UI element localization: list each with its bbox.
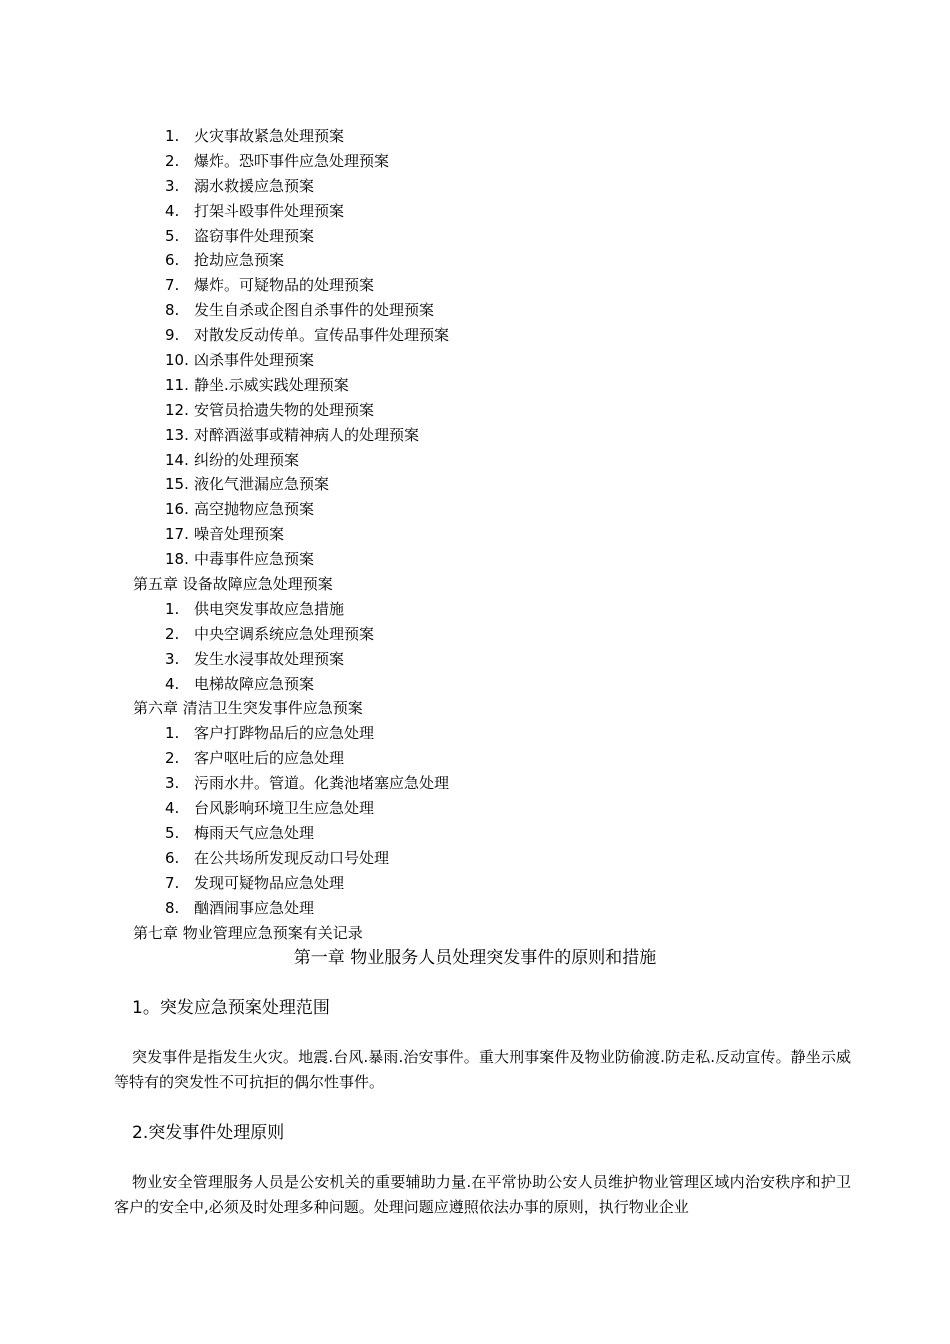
toc-item-number: 4. bbox=[165, 201, 180, 220]
toc-item-number: 14. bbox=[165, 450, 189, 469]
toc-item bbox=[0, 248, 950, 273]
toc-item bbox=[0, 224, 950, 249]
toc-item-number: 7. bbox=[165, 873, 180, 892]
toc-item bbox=[0, 647, 950, 672]
toc-item bbox=[0, 448, 950, 473]
toc-item-label: 凶杀事件处理预案 bbox=[194, 351, 315, 370]
toc-item-number: 4. bbox=[165, 674, 180, 693]
toc-item-number: 6. bbox=[165, 251, 180, 270]
toc-item-number: 7. bbox=[165, 276, 180, 295]
toc-item-number: 18. bbox=[165, 550, 189, 569]
toc-item-number: 15. bbox=[165, 475, 189, 494]
toc-item-label: 溺水救援应急预案 bbox=[194, 176, 315, 195]
toc-chapter bbox=[0, 696, 950, 721]
toc-item-label: 电梯故障应急预案 bbox=[194, 674, 315, 693]
toc-item-label: 火灾事故紧急处理预案 bbox=[194, 127, 345, 145]
toc-item-number: 5. bbox=[165, 823, 180, 842]
toc-item bbox=[0, 547, 950, 572]
toc-item-number: 9. bbox=[165, 326, 180, 345]
toc-item-number: 2. bbox=[165, 624, 180, 643]
toc-item-label: 台风影响环境卫生应急处理 bbox=[194, 799, 375, 818]
toc-item bbox=[0, 472, 950, 497]
toc-item-label: 梅雨天气应急处理 bbox=[194, 823, 315, 842]
toc-item bbox=[0, 149, 950, 174]
toc-item-number: 6. bbox=[165, 848, 180, 867]
toc-item-number: 12. bbox=[165, 400, 189, 419]
section-1-body: 突发事件是指发生火灾。地震.台风.暴雨.治安事件。重大刑事案件及物业防偷渡.防走私.反动宣传。静坐示威等特有的突发性不可抗拒的偶尔性事件。 bbox=[114, 1048, 851, 1091]
toc-item-number: 1. bbox=[165, 724, 180, 743]
toc-chapter-label: 第七章 物业管理应急预案有关记录 bbox=[133, 923, 363, 942]
toc-item bbox=[0, 373, 950, 398]
toc-item-label: 安管员拾遗失物的处理预案 bbox=[194, 400, 375, 419]
toc-item-label: 爆炸。恐吓事件应急处理预案 bbox=[194, 151, 390, 170]
toc-item-label: 酗酒闹事应急处理 bbox=[194, 898, 315, 917]
toc-item bbox=[0, 672, 950, 697]
toc-item bbox=[0, 721, 950, 746]
toc-item bbox=[0, 771, 950, 796]
toc-chapter-label: 第五章 设备故障应急处理预案 bbox=[133, 575, 333, 594]
toc-item-label: 中央空调系统应急处理预案 bbox=[194, 624, 375, 643]
toc-item bbox=[0, 622, 950, 647]
toc-item-label: 高空抛物应急预案 bbox=[194, 500, 315, 519]
toc-item bbox=[0, 124, 950, 149]
toc-item-number: 3. bbox=[165, 649, 180, 668]
toc-item-label: 对散发反动传单。宣传品事件处理预案 bbox=[194, 326, 450, 345]
toc-item bbox=[0, 896, 950, 921]
toc-item bbox=[0, 846, 950, 871]
toc-item-number: 13. bbox=[165, 425, 189, 444]
toc-item-label: 盗窃事件处理预案 bbox=[194, 226, 315, 245]
toc-item-label: 发现可疑物品应急处理 bbox=[194, 873, 345, 892]
toc-item bbox=[0, 398, 950, 423]
toc-item bbox=[0, 746, 950, 771]
toc-item-label: 噪音处理预案 bbox=[194, 525, 285, 544]
toc-item-number: 2. bbox=[165, 151, 180, 170]
toc-item-number: 11. bbox=[165, 375, 189, 394]
toc-item-number: 1. bbox=[165, 599, 180, 618]
toc-item-number: 17. bbox=[165, 525, 189, 544]
toc-item-number: 5. bbox=[165, 226, 180, 245]
toc-item-label: 客户打跸物品后的应急处理 bbox=[194, 724, 375, 743]
toc-item-label: 客户呕吐后的应急处理 bbox=[194, 749, 345, 768]
toc-item bbox=[0, 796, 950, 821]
toc-item-number: 8. bbox=[165, 898, 180, 917]
toc-item bbox=[0, 597, 950, 622]
toc-item-number: 16. bbox=[165, 500, 189, 519]
toc-item-label: 爆炸。可疑物品的处理预案 bbox=[194, 276, 375, 295]
section-2-body: 物业安全管理服务人员是公安机关的重要辅助力量.在平常协助公安人员维护物业管理区域内治安秩序和护卫客户的安全中,必须及时处理多种问题。处理问题应遵照依法办事的原则，执行物业企业 bbox=[114, 1173, 851, 1216]
toc-item-label: 抢劫应急预案 bbox=[194, 251, 285, 270]
toc-item-label: 发生水浸事故处理预案 bbox=[194, 649, 345, 668]
toc-item-number: 2. bbox=[165, 749, 180, 768]
toc-item bbox=[0, 497, 950, 522]
toc-item-label: 对醉酒滋事或精神病人的处理预案 bbox=[194, 425, 420, 444]
toc-item-number: 4. bbox=[165, 799, 180, 818]
toc-item bbox=[0, 174, 950, 199]
toc-item-label: 在公共场所发现反动口号处理 bbox=[194, 848, 390, 867]
toc-item bbox=[0, 821, 950, 846]
toc-item-number: 8. bbox=[165, 301, 180, 320]
toc-item-number: 10. bbox=[165, 351, 189, 370]
section-2-title: 2.突发事件处理原则 bbox=[132, 1123, 285, 1143]
toc-item bbox=[0, 871, 950, 896]
toc-item-label: 打架斗殴事件处理预案 bbox=[194, 201, 345, 220]
toc-item-label: 污雨水井。管道。化粪池堵塞应急处理 bbox=[194, 774, 450, 793]
toc-item bbox=[0, 273, 950, 298]
toc-chapter bbox=[0, 572, 950, 597]
toc-item-label: 中毒事件应急预案 bbox=[194, 550, 315, 569]
toc-chapter bbox=[0, 921, 950, 946]
toc-item-label: 供电突发事故应急措施 bbox=[194, 599, 345, 618]
toc-item-label: 液化气泄漏应急预案 bbox=[194, 475, 330, 494]
toc-item bbox=[0, 199, 950, 224]
section-1-title: 1。突发应急预案处理范围 bbox=[132, 998, 330, 1018]
toc-item bbox=[0, 423, 950, 448]
toc-item-number: 3. bbox=[165, 774, 180, 793]
toc-item-number: 1. bbox=[165, 127, 180, 145]
toc-item bbox=[0, 323, 950, 348]
toc-item bbox=[0, 522, 950, 547]
toc-item bbox=[0, 298, 950, 323]
toc-item-label: 静坐.示威实践处理预案 bbox=[194, 375, 349, 394]
toc-chapter-label: 第六章 清洁卫生突发事件应急预案 bbox=[133, 699, 363, 718]
toc-item-label: 发生自杀或企图自杀事件的处理预案 bbox=[194, 301, 435, 320]
toc-item-label: 纠纷的处理预案 bbox=[194, 450, 300, 469]
chapter-heading: 第一章 物业服务人员处理突发事件的原则和措施 bbox=[293, 948, 657, 968]
table-of-contents bbox=[0, 124, 950, 945]
toc-item bbox=[0, 348, 950, 373]
toc-item-number: 3. bbox=[165, 176, 180, 195]
